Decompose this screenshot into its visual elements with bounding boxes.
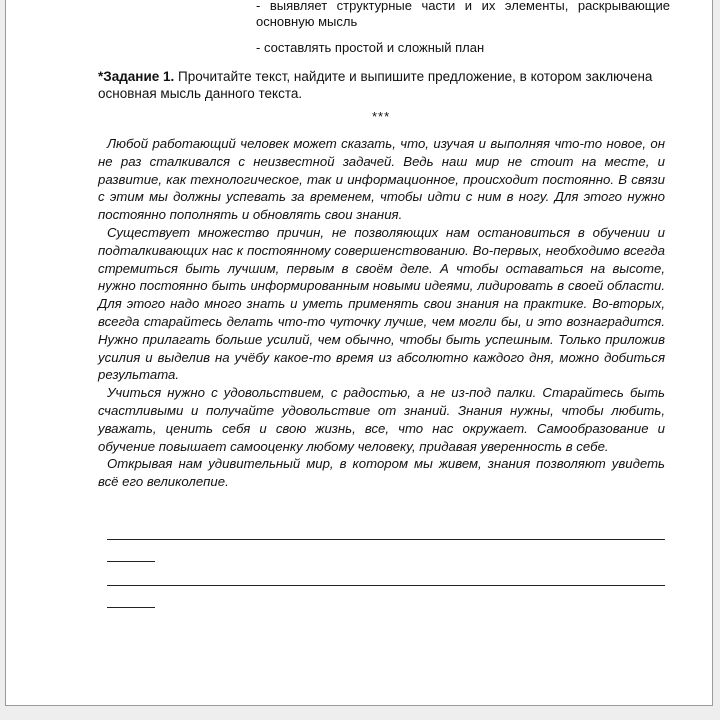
paragraph: Любой работающий человек может сказать, что, изучая и выполняя что-то новое, он не раз сталкивался с неизвестной задачей. Ведь наш мир не стоит на месте, и развитие, как технологическое, так и информационное, происходит постоянно. В связи с этим мы должны успевать за временем, чтобы идти с ним в ногу. Для этого нужно постоянно пополнять и обновлять свои знания. (98, 136, 665, 223)
answer-rule (107, 585, 665, 586)
paragraph: Существует множество причин, не позволяющих нам остановиться в обучении и подталкивающих нас к постоянному совершенствованию. Во-первых, необходимо всегда стремиться быть лучшим, первым в своём деле. А чтобы оставаться на высоте, нужно постоянно быть информированным новыми идеями, лидировать в своей области. Для этого надо много знать и уметь применять свои знания на практике. Во-вторых, всегда старайтесь делать что-то чуточку лучше, чем могли бы, и это вознаградится. Нужно прилагать больше усилий, чем обычно, чтобы быть успешным. Только приложив усилия и выделив на учёбу какое-то время из абсолютно каждого дня, можно добиться результата. (98, 224, 665, 383)
skill-item: - выявляет структурные части и их элементы, раскрывающие основную мысль (256, 0, 670, 29)
answer-line-1[interactable] (107, 539, 665, 562)
skill-item: - составлять простой и сложный план (256, 40, 485, 55)
answer-rule (107, 539, 665, 540)
skills-list (256, 0, 670, 56)
answer-rule-end (107, 607, 155, 608)
task-label: *Задание 1. (98, 69, 175, 84)
task-text: Прочитайте текст, найдите и выпишите предложение, в котором заключена основная мысль данного текста. (98, 69, 653, 101)
answer-line-2[interactable] (107, 585, 665, 608)
reading-text (98, 135, 665, 491)
document-page (5, 0, 713, 706)
text-separator: *** (372, 109, 391, 124)
paragraph: Учиться нужно с удовольствием, с радостью, а не из-под палки. Старайтесь быть счастливыми и получайте удовольствие от знаний. Знания нужны, чтобы любить, уважать, ценить себя и свою жизнь, все, что нас окружает. Самообразование и обучение повышает самооценку любому человеку, придавая уверенность в себе. (98, 385, 665, 454)
paragraph: Открывая нам удивительный мир, в котором мы живем, знания позволяют увидеть всё его великолепие. (98, 456, 665, 490)
task-instruction (98, 68, 671, 102)
answer-rule-end (107, 561, 155, 562)
